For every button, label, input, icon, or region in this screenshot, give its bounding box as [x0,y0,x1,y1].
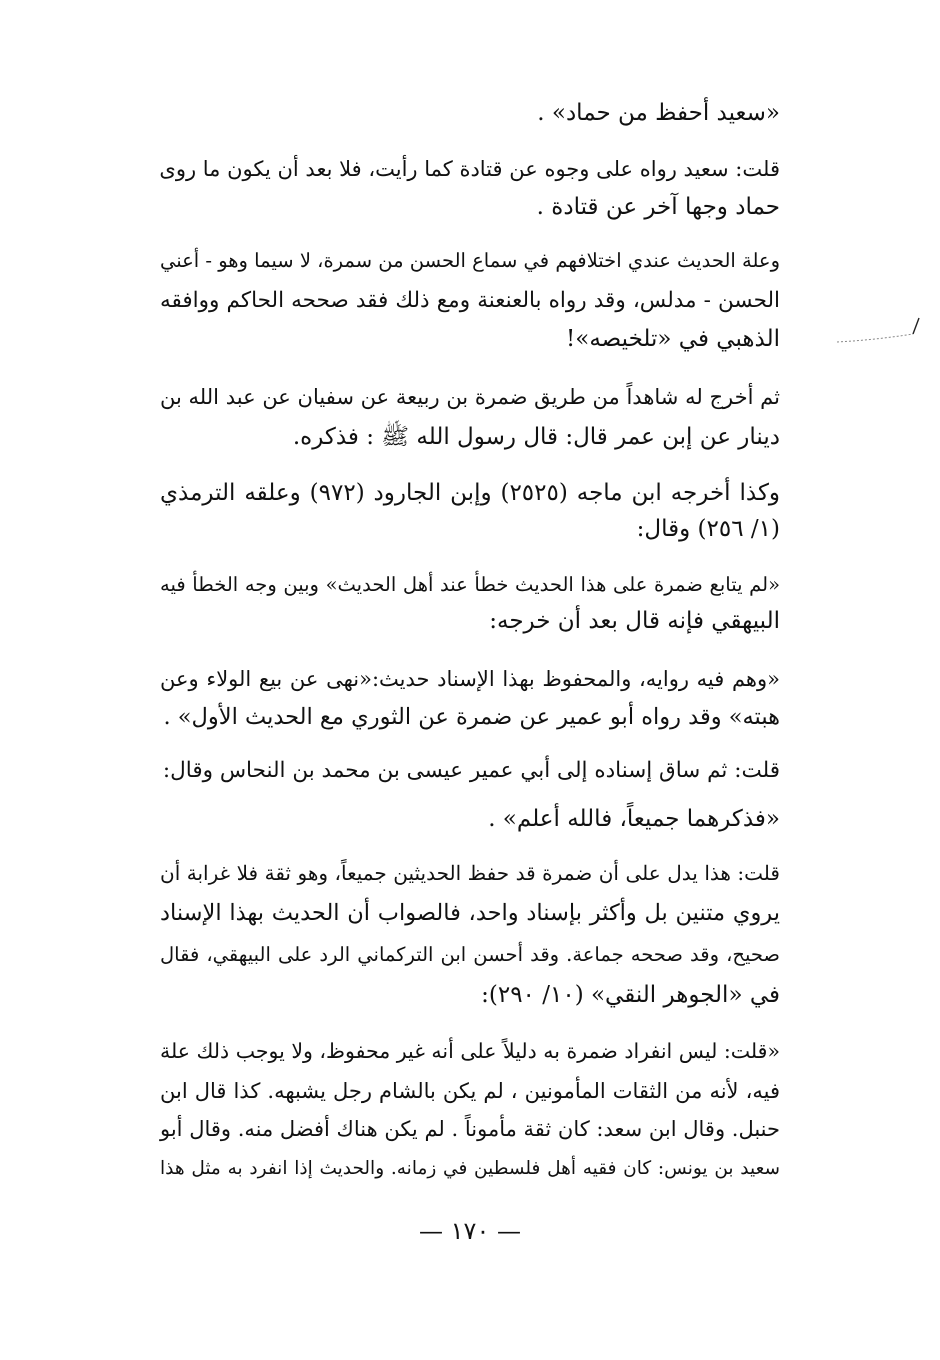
text-line: دينار عن إبن عمر قال: قال رسول الله ﷺ : فذكره. [292,424,780,450]
text-line: قلت: ثم ساق إسناده إلى أبي عمير عيسى بن محمد بن النحاس وقال: [162,758,780,783]
text-line: وكذا أخرجه ابن ماجه (٢٥٢٥) وإبن الجارود (٩٧٢) وعلقه الترمذي [160,480,780,506]
text-line: قلت: هذا يدل على أن ضمرة قد حفظ الحديثين جميعاً، وهو ثقة فلا غرابة أن [160,861,780,885]
text-line: (١/ ٢٥٦) وقال: [636,516,780,542]
text-line: ثم أخرج له شاهداً من طريق ضمرة بن ربيعة عن سفيان عن عبد الله بن [160,385,780,409]
text-line: فيه، لأنه من الثقات المأمونين ، لم يكن بالشام رجل يشبهه. كذا قال ابن [160,1079,780,1103]
text-line: وعلة الحديث عندي اختلافهم في سماع الحسن من سمرة، لا سيما وهو - أعني [160,249,780,272]
text-line: في «الجوهر النقي» (١٠/ ٢٩٠): [481,982,780,1008]
text-line: حماد وجها آخر عن قتادة . [536,194,780,220]
text-line: قلت: سعيد رواه على وجوه عن قتادة كما رأيت، فلا بعد أن يكون ما روى [159,157,780,181]
text-line: هبته» وقد رواه أبو عمير عن ضمرة عن الثوري مع الحديث الأول» . [163,704,780,730]
margin-pencil-mark [835,312,925,352]
text-line: «قلت: ليس انفراد ضمرة به دليلاً على أنه غير محفوظ، ولا يوجب ذلك علة [160,1039,780,1063]
text-line: حنبل. وقال ابن سعد: كان ثقة مأموناً . لم يكن هناك أفضل منه. وقال أبو [159,1117,780,1141]
text-line: «لم يتابع ضمرة على هذا الحديث خطأ عند أهل الحديث» وبين وجه الخطأ فيه [160,573,780,596]
text-line: «وهم فيه روايه، والمحفوظ بهذا الإسناد حديث:«نهى عن بيع الولاء وعن [160,667,780,691]
text-line: «سعيد أحفظ من حماد» . [537,100,780,126]
text-line: الحسن - مدلس، وقد رواه بالعنعنة ومع ذلك فقد صححه الحاكم ووافقه [160,288,780,313]
text-line: يروي متنين بل وأكثر بإسناد واحد، فالصواب أن الحديث بهذا الإسناد [160,900,780,926]
text-line: «فذكرهما جميعاً، فالله أعلم» . [488,806,780,832]
text-line: صحيح، وقد صححه جماعة. وقد أحسن ابن التركماني الرد على البيهقي، فقال [160,943,780,966]
text-line: سعيد بن يونس: كان فقيه أهل فلسطين في زمانه. والحديث إذا انفرد به مثل هذا [160,1158,780,1179]
text-line: الذهبي في «تلخيصه»! [566,326,780,352]
page-number: — ١٧٠ — [419,1217,521,1245]
text-line: البيهقي فإنه قال بعد أن خرجه: [489,608,780,634]
